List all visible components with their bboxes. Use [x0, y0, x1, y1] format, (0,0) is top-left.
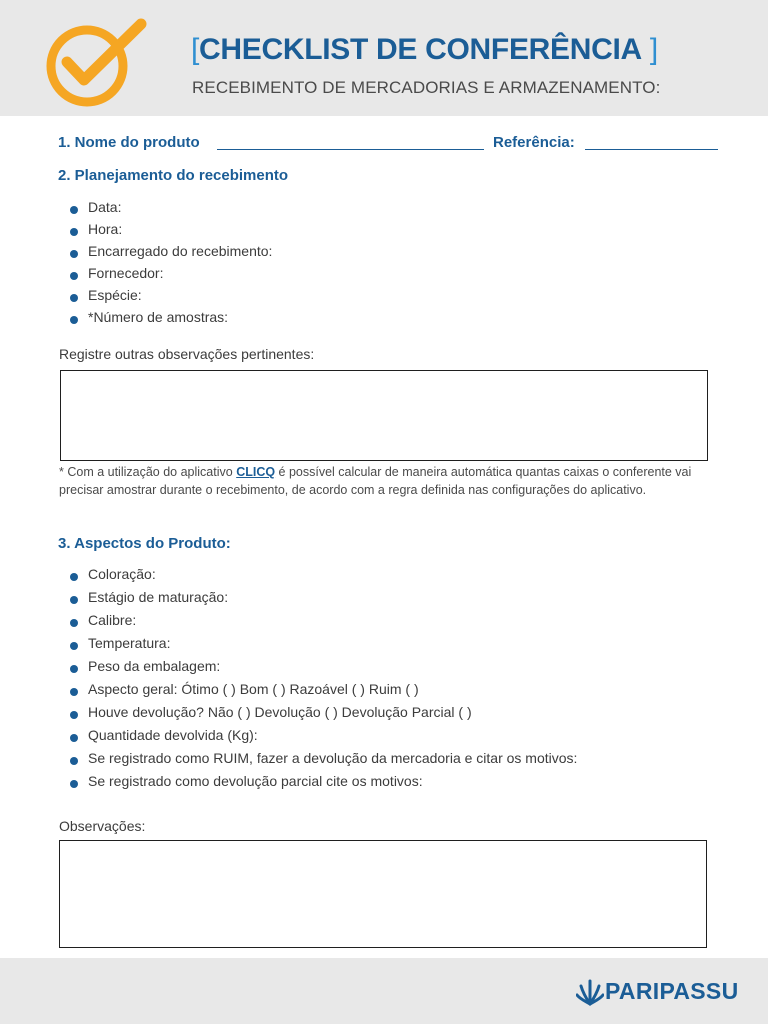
list-item: Estágio de maturação: [70, 588, 577, 611]
list-item: Quantidade devolvida (Kg): [70, 726, 577, 749]
observations-prompt-label: Registre outras observações pertinentes: [59, 346, 315, 362]
reference-label: Referência: [493, 134, 575, 151]
reference-field[interactable] [585, 133, 718, 150]
list-item: Espécie: [70, 286, 272, 308]
list-item: Calibre: [70, 611, 577, 634]
checkmark-badge-icon [45, 16, 149, 108]
paripassu-brand-name: PARIPASSU [605, 978, 739, 1004]
receiving-planning-list [70, 198, 272, 330]
observations-label: Observações: [59, 818, 146, 834]
list-item: Se registrado como devolução parcial cite os motivos: [70, 772, 577, 795]
list-item: Encarregado do recebimento: [70, 242, 272, 264]
clicq-app-link[interactable]: CLICQ [236, 465, 276, 479]
page-subtitle: RECEBIMENTO DE MERCADORIAS E ARMAZENAMENTO: [192, 78, 661, 97]
section-2-heading: 2. Planejamento do recebimento [58, 167, 289, 184]
clicq-footnote: * Com a utilização do aplicativo CLICQ é possível calcular de maneira automática quantas caixas o conferente vai precisar amostrar durante o recebimento, de acordo com a regra definida nas configurações do aplicativo. [59, 465, 692, 497]
document-header [0, 0, 768, 116]
list-item: Hora: [70, 220, 272, 242]
list-item: Coloração: [70, 565, 577, 588]
product-name-label: 1. Nome do produto [58, 134, 200, 151]
list-item: Aspecto geral: Ótimo ( ) Bom ( ) Razoável ( ) Ruim ( ) [70, 680, 577, 703]
final-observations-textbox[interactable] [59, 840, 707, 948]
observations-textbox[interactable] [60, 370, 708, 461]
list-item: Se registrado como RUIM, fazer a devolução da mercadoria e citar os motivos: [70, 749, 577, 772]
list-item: Data: [70, 198, 272, 220]
list-item: *Número de amostras: [70, 308, 272, 330]
product-aspects-list [70, 565, 577, 795]
product-name-field[interactable] [217, 133, 484, 150]
page-title: [CHECKLIST DE CONFERÊNCIA ] [191, 33, 658, 66]
list-item: Temperatura: [70, 634, 577, 657]
list-item: Fornecedor: [70, 264, 272, 286]
section-3-heading: 3. Aspectos do Produto: [58, 535, 231, 552]
list-item: Peso da embalagem: [70, 657, 577, 680]
list-item: Houve devolução? Não ( ) Devolução ( ) Devolução Parcial ( ) [70, 703, 577, 726]
paripassu-logo-icon [576, 978, 604, 1006]
